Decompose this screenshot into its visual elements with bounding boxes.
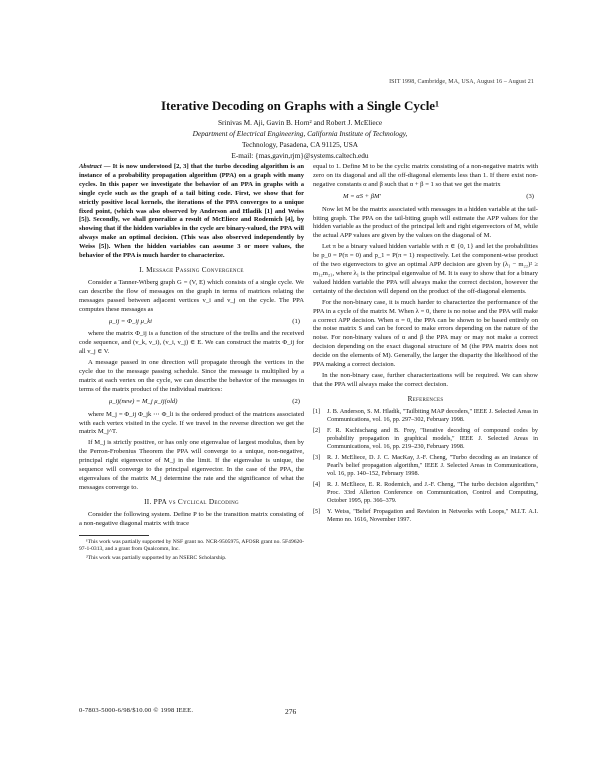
paragraph: If M_j is strictly positive, or has only one eigenvalue of largest modulus, then by the Perron-Frobenius Theorem the PPA will converge to a unique, non-negative, principal right eigenvector of M_j in the limit. If the eigenvalue is unique, the sequence will converge to the principal eigenvector. In the case of the PPA, the eigenvalues of the matrix M_j determine the rate and the significance of what the messages converge to. <box>79 439 304 491</box>
reference-text: R. J. McEliece, E. R. Rodemich, and J.-F. Cheng, "The turbo decision algorithm," Proc. 33rd Allerton Conference on Communication, Control and Computing, October 1995, pp. 366–379. <box>327 480 538 504</box>
footnote-divider <box>79 535 149 536</box>
reference-number: [4] <box>313 480 321 488</box>
paragraph: For the non-binary case, it is much harder to characterize the performance of the PPA in a cycle of the matrix M. When λ = 0, there is no noise and the PPA will make a correct APP decision. When α = 0, the PPA can be shown to be based entirely on the noise matrix S and can be forced to make errors depending on the nature of the noise. For non-binary values of α and β the PPA may or may not make a correct decision depending on the exact diagonal structure of M (the PPA matrix does not decide on the elements of M). Generally, the larger the disparity the likelihood of the PPA making a correct decision. <box>313 298 538 369</box>
section-heading-1: I. Message Passing Convergence <box>139 265 244 274</box>
paragraph: A message passed in one direction will propagate through the vertices in the cycle due to the message passing schedule. Since the message is multiplied by a matrix at each vertex on the cycle, we can describe the behavior of the messages in terms of the matrix product of the individual matrices: <box>79 359 304 393</box>
paper-title: Iterative Decoding on Graphs with a Single Cycle¹ <box>161 98 439 113</box>
copyright-line: 0-7803-5000-6/98/$10.00 © 1998 IEEE. <box>79 707 194 714</box>
reference-text: R. J. McEliece, D. J. C. MacKay, J.-F. Cheng, "Turbo decoding as an instance of Pearl's belief propagation algorithm," IEEE J. Selected Areas in Communications, vol. 16, pp. 140–152, February 1998. <box>327 453 538 477</box>
address: Technology, Pasadena, CA 91125, USA <box>241 140 359 149</box>
reference-number: [1] <box>313 407 321 415</box>
reference-item <box>313 481 538 505</box>
paragraph: where M_j = Φ_ij Φ_jk ⋯ Φ_li is the ordered product of the matrices associated with each vertex visited in the cycle. If we travel in the reverse direction we get the matrix M_j^T. <box>79 410 304 436</box>
abstract-text: — It is now understood [2, 3] that the turbo decoding algorithm is an instance of a probability propagation algorithm (PPA) on a graph with many cycles. In this paper we investigate the behavior of an PPA in graphs with a single cycle such as the graph of a tail biting code. First, we show that for strictly positive local kernels, the iterations of the PPA converges to a unique fixed point, (which was also observed by Anderson and Hladik [1] and Weiss [5]). Secondly, we shall generalize a result of McEliece and Rodemich [4], by showing that if the hidden variables in the cycle are binary-valued, the PPA will always make an optimal decision. (This was also observed independently by Weiss [5]). When the hidden variables can assume 3 or more values, the behavior of the PPA is much harder to characterize. <box>79 163 304 260</box>
email-line: E-mail: {mas,gavin,rjm}@systems.caltech.edu <box>231 151 369 160</box>
reference-text: J. B. Anderson, S. M. Hladik, "Tailbiting MAP decoders," IEEE J. Selected Areas in Communications, vol. 16, pp. 297–302, February 1998. <box>327 407 538 423</box>
references-heading: References <box>407 394 444 403</box>
paragraph: Let π be a binary valued hidden variable with π ∈ {0, 1} and let the probabilities be p_0 = P(π = 0) and p_1 = P(π = 1) respectively. Let the component-wise product of the two eigenvectors to give an optimal APP decision are given by (λ₁ − m₂₂)² ≥ m₁₂m₂₁, where λ₁ is the principal eigenvalue of M. It is easy to show that for a binary valued hidden variable the PPA will always make the correct decision, however the certainty of the decision will depend on the product of the off-diagonal elements. <box>313 243 538 295</box>
reference-number: [2] <box>313 426 321 434</box>
abstract <box>79 163 304 261</box>
footnote-1: ¹This work was partially supported by NSF grant no. NCR-9505975, AFOSR grant no. 5F49620-97-1-0313, and a grant from Qualcomm, Inc. <box>79 538 304 552</box>
reference-list <box>313 408 538 524</box>
author-list: Srinivas M. Aji, Gavin B. Horn² and Robert J. McEliece <box>217 118 383 127</box>
equation-2 <box>79 398 304 407</box>
paragraph: Now let M be the matrix associated with messages in a hidden variable at the tail-biting graph. The PPA on the tail-biting graph will estimate the APP values for the hidden variable as the product of the principal left and right eigenvectors of M, while the actual APP values are given by the values on the diagonal of M. <box>313 205 538 240</box>
equation-number: (2) <box>292 397 300 405</box>
right-column <box>313 163 538 527</box>
affiliation: Department of Electrical Engineering, California Institute of Technology, <box>192 129 408 138</box>
reference-item <box>313 454 538 478</box>
reference-number: [3] <box>313 453 321 461</box>
section-heading-2: II. PPA vs Cyclical Decoding <box>144 497 239 506</box>
equation-body: μ_ij(new) = M_j μ_ij(old) <box>109 397 178 405</box>
paragraph: where the matrix Φ_ij is a function of the structure of the trellis and the received code sequence, and (v_k, v_i), (v_i, v_j) ∈ E. We can construct the matrix Φ_ij for all v_j ∈ V. <box>79 330 304 356</box>
paragraph: Consider a Tanner-Wiberg graph G = (V, E) which consists of a single cycle. We can describe the flow of messages on the graph in terms of matrices relating the messages passed between adjacent vertices v_i and v_j on the cycle. The PPA computes these messages as <box>79 278 304 313</box>
equation-number: (1) <box>292 317 300 325</box>
reference-number: [5] <box>313 507 321 515</box>
paragraph: Consider the following system. Define P to be the transition matrix consisting of a non-negative diagonal matrix with trace <box>79 510 304 527</box>
reference-item <box>313 508 538 524</box>
equation-body: μ_ij = Φ_ij μ_ki <box>109 317 153 325</box>
footnote-2: ²This work was partially supported by an NSERC Scholarship. <box>86 554 227 561</box>
paragraph: equal to 1. Define M to be the cyclic matrix consisting of a non-negative matrix with zero on its diagonal and all the off-diagonal elements less than 1. If there exist non-negative constants α and β such that α + β = 1 so that we get the matrix <box>313 163 538 188</box>
equation-number: (3) <box>526 192 534 200</box>
equation-3 <box>313 193 538 202</box>
abstract-label: Abstract <box>79 163 102 170</box>
equation-1 <box>79 318 304 327</box>
paragraph: In the non-binary case, further characterizations will be required. We can show that the PPA will always make the correct decision. <box>313 371 538 388</box>
reference-item <box>313 427 538 451</box>
reference-text: F. R. Kschischang and B. Frey, "Iterative decoding of compound codes by probability propagation in graphical models," IEEE J. Selected Areas in Communications, vol. 16, pp. 219–230, February 1998. <box>327 426 538 450</box>
page-number: 276 <box>285 707 297 716</box>
reference-item <box>313 408 538 424</box>
left-column <box>79 163 304 564</box>
reference-text: Y. Weiss, "Belief Propagation and Revision in Networks with Loops," M.I.T. A.I. Memo no. 1616, November 1997. <box>327 507 538 523</box>
conference-header: ISIT 1998, Cambridge, MA, USA, August 16 – August 21 <box>389 79 534 85</box>
equation-body: M = αS + βM′ <box>343 192 381 200</box>
